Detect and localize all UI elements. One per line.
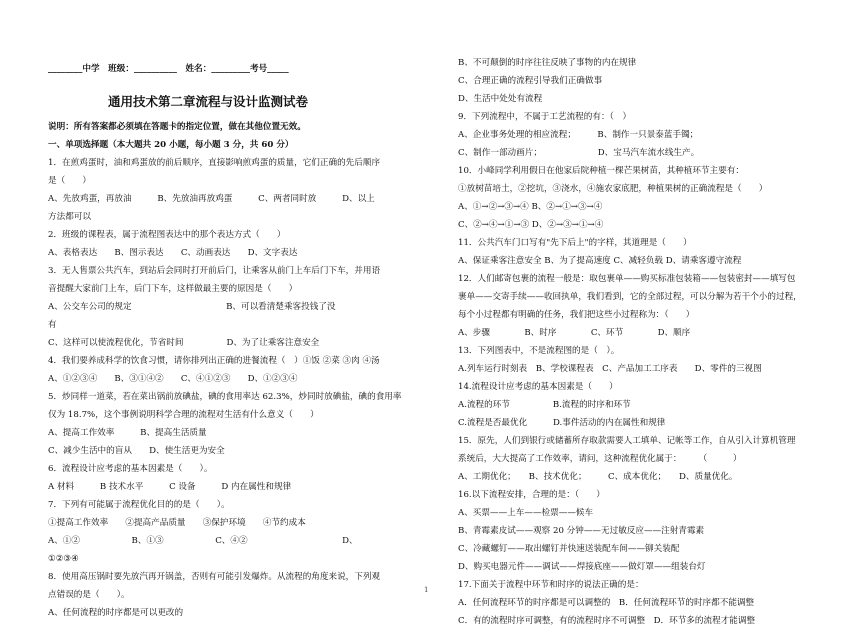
question-text-line: D、购买电器元件——调试——焊接底座——做灯罩——组装台灯 [458,562,706,572]
question-text-line: 13．下列图表中，不是流程图的是（ ）。 [458,346,620,356]
question-text-line: 17.下面关于流程中环节和时序的说法正确的是： [458,580,644,590]
question-text-line: A、工期优化； B、技术优化； C、成本优化； D、质量优化。 [458,472,738,482]
question-text-line: 每个小过程都有明确的任务，我们把这些小过程称为：（ ） [458,310,695,320]
question-text-line: 1．在煎鸡蛋时，油和鸡蛋放的前后顺序，直接影响煎鸡蛋的质量，它们正确的先后顺序 [48,158,381,168]
question-text-line: 11．公共汽车门口写有"先下后上"的字样，其道理是（ ） [458,238,692,248]
question-text-line: 16.以下流程安排，合理的是：（ ） [458,490,605,500]
question-text-line: A.列车运行时刻表 B、学校课程表 C、产品加工工序表 D、零件的三视图 [458,364,762,374]
question-text-line: A 材料 B 技术水平 C 设备 D 内在属性和规律 [48,482,292,492]
question-text-line: 3．无人售票公共汽车，到站后会同时打开前后门，让乘客从前门上车后门下车，并用语 [48,266,381,276]
question-text-line: A、①② B、①③ C、④② D、 [48,536,358,546]
question-text-line: C、合理正确的流程引导我们正确做事 [458,76,603,86]
question-text-line: 10．小峰同学利用假日在他家后院种植一棵芒果树苗，其种植环节主要有： [458,166,744,176]
question-text-line: 9．下列流程中，不属于工艺流程的有：（ ） [458,112,632,122]
question-text-line: B、不可颠倒的时序往往反映了事物的内在规律 [458,58,637,68]
question-text-line: D、生活中处处有流程 [458,94,543,104]
question-text-line: 12．人们邮寄包裹的流程一般是：取包裹单——购买标准包装箱——包装密封——填写包 [458,274,796,284]
question-text-line: C、这样可以使流程优化，节省时间 D、为了让乘客注意安全 [48,338,320,348]
right-column [458,54,828,630]
question-text-line: A、①→②→③→④ B、②→①→③→④ [458,202,603,212]
question-text-line: 仅为 18.7%，这个事例说明科学合理的流程对生活有什么意义（ ） [48,410,319,420]
question-text-line: C、②→④→①→③ D、②→③→①→④ [458,220,604,230]
question-text-line: ①提高工作效率 ②提高产品质量 ③保护环境 ④节约成本 [48,518,306,528]
page-number: 1 [424,586,429,594]
question-text-line: A、表格表达 B、图示表达 C、动画表达 D、文字表达 [48,248,298,258]
question-text-line: A、步骤 B、时序 C、环节 D、顺序 [458,328,691,338]
question-text-line: A、保证乘客注意安全 B、为了提高速度 C、减轻负载 D、请乘客遵守流程 [458,256,742,266]
question-text-line: C.流程是否最优化 D.事件活动的内在属性和规律 [458,418,666,428]
question-text-line: 7．下列有可能属于流程优化目的的是（ ）。 [48,500,230,510]
question-text-line: 一、单项选择题（本大题共 20 小题，每小题 3 分，共 60 分） [48,140,294,150]
question-text-line: ①②③④ [48,554,79,564]
question-text-line: 8．使用高压锅时要先放汽再开锅盖，否则有可能引发爆炸。从流程的角度来说，下列观 [48,572,381,582]
exam-header-info: ________中学 班级：__________ 姓名：_________考号_____ [48,64,289,74]
question-text-line: 有 [48,320,57,330]
question-text-line: 14.流程设计应考虑的基本因素是（ ） [458,382,618,392]
question-text-line: 5．炒同样一道菜，若在菜出锅前放碘盐，碘的食用率达 62.3%，炒同时放碘盐，碘的食用率 [48,392,402,402]
question-text-line: A、企业事务处理的相应流程； B、制作一只景泰蓝手镯； [458,130,699,140]
question-text-line: 15．原先，人们到银行或储蓄所存取款需要人工填单、记帐等工作，自从引入计算机管理 [458,436,796,446]
question-text-line: C、制作一部动画片； D、宝马汽车流水线生产。 [458,148,700,158]
question-text-line: C、减少生活中的盲从 D、使生活更为安全 [48,446,225,456]
left-column-body [48,118,416,622]
question-text-line: A．任何流程环节的时序都是可以调整的 B．任何流程环节的时序都不能调整 [458,598,755,608]
question-text-line: 裹单——交寄手续——收回执单，我们看到，它的全部过程，可以分解为若干个小的过程， [458,292,802,302]
question-text-line: ①放树苗培土，②挖坑，③浇水，④施农家底肥，种植果树的正确流程是（ ） [458,184,768,194]
question-text-line: C、冷藏螺钉——取出螺钉并快速送装配车间——铆关装配 [458,544,680,554]
question-text-line: 说明：所有答案都必须填在答题卡的指定位置，做在其他位置无效。 [48,122,306,132]
question-text-line: A、提高工作效率 B、提高生活质量 [48,428,207,438]
question-text-line: 6．流程设计应考虑的基本因素是（ ）。 [48,464,213,474]
question-text-line: 点错误的是（ ）。 [48,590,130,600]
question-text-line: 2．班级的课程表，属于流程图表达中的那个表达方式（ ） [48,230,286,240]
question-text-line: 音提醒大家前门上车，后门下车，这样做最主要的原因是（ ） [48,284,298,294]
question-text-line: 4．我们要养成科学的饮食习惯，请你排列出正确的进餐流程（ ）①饭 ②菜 ③肉 ④汤 [48,356,380,366]
question-text-line: C．有的流程时序可调整，有的流程时序不可调整 D．环节多的流程才能调整 [458,616,756,626]
question-text-line: 方法都可以 [48,212,91,222]
question-text-line: A、任何流程的时序都是可以更改的 [48,608,184,618]
question-text-line: 是（ ） [48,176,91,186]
question-text-line: A.流程的环节 B.流程的时序和环节 [458,400,631,410]
question-text-line: 系统后，大大提高了工作效率，请问，这种流程优化属于： （ ） [458,454,742,464]
question-text-line: B、青霉素皮试——观察 20 分钟——无过敏反应——注射青霉素 [458,526,705,536]
question-text-line: A、①②③④ B、③①④② C、④①②③ D、①②③④ [48,374,298,384]
question-text-line: A、公交车公司的规定 B、可以看清楚乘客投钱了没 [48,302,336,312]
question-text-line: A、买票——上车——检票——候车 [458,508,594,518]
exam-title: 通用技术第二章流程与设计监测试卷 [107,94,308,109]
question-text-line: A、先放鸡蛋，再放油 B、先放油再放鸡蛋 C、两者同时放 D、以上 [48,194,375,204]
